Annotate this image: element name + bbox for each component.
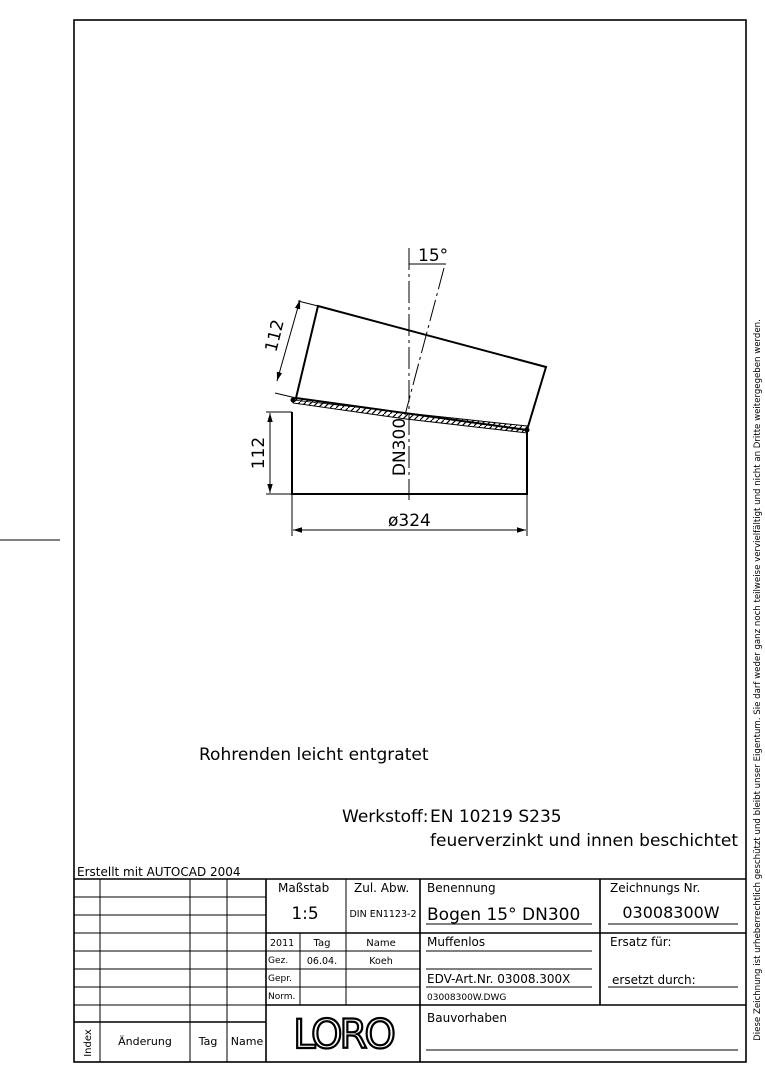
upper-pipe-outline [296,306,546,430]
person-header: Name [366,938,396,949]
replaced-by-label: ersetzt durch: [612,973,696,987]
weld-seam [293,398,527,433]
revision-change-header: Änderung [118,1035,172,1048]
designation-label: Benennung [427,881,496,895]
upper-length-extension [275,393,296,398]
year-value: 2011 [270,938,295,949]
replacement-label: Ersatz für: [610,935,672,949]
company-logo: LORO [293,1012,393,1058]
tolerance-label: Zul. Abw. [354,881,410,895]
material-value: EN 10219 S235 [430,807,562,827]
scale-value: 1:5 [291,904,319,924]
file-name: 03008300W.DWG [427,993,507,1003]
tolerance-value: DIN EN1123-2 [349,909,417,920]
inclined-centerline [405,268,444,415]
copyright-notice: Diese Zeichnung ist urheberrechtlich geschützt und bleibt unser Eigentum. Sie darf weder ganz noch teilweise vervielfältigt und nicht an Dritte weitergegeben werden. [753,319,763,1041]
drawn-label: Gez. [268,956,289,966]
angle-dimension-label: 15° [418,246,449,266]
drawn-name: Koeh [369,956,393,967]
deburr-note: Rohrenden leicht entgratet [199,745,429,765]
material-finish: feuerverzinkt und innen beschichtet [430,831,739,851]
upper-length-label: 112 [261,317,289,354]
revision-name-header: Name [230,1035,264,1048]
pipe-bend-drawing [249,246,546,536]
description-value: Muffenlos [427,935,486,949]
edv-article-number: EDV-Art.Nr. 03008.300X [427,972,571,986]
material-label: Werkstoff: [342,807,429,827]
upper-length-extension [298,301,318,306]
scale-label: Maßstab [278,881,330,895]
revision-index-header: Index [83,1029,94,1057]
norm-label: Norm. [268,992,296,1002]
drawing-number-value: 03008300W [622,903,720,922]
lower-length-label: 112 [249,436,269,470]
created-with-note: Erstellt mit AUTOCAD 2004 [77,865,241,879]
revision-day-header: Tag [198,1035,218,1048]
weld-seam-end [525,428,530,433]
project-label: Bauvorhaben [427,1011,507,1025]
diameter-label: ø324 [388,511,431,531]
designation-value: Bogen 15° DN300 [427,905,581,925]
drawn-day: 06.04. [306,956,338,967]
day-header: Tag [313,938,331,949]
checked-label: Gepr. [268,974,292,984]
nominal-size-label: DN300 [390,417,410,477]
drawing-number-label: Zeichnungs Nr. [610,881,701,895]
